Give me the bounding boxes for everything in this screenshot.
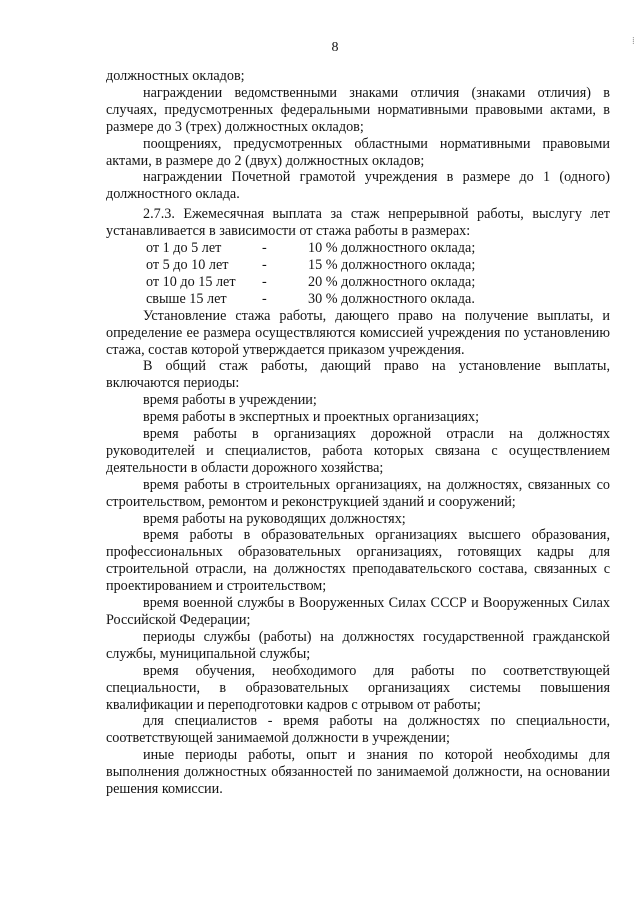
rate-value: 30 % должностного оклада. <box>308 290 475 307</box>
rate-value: 20 % должностного оклада; <box>308 273 476 290</box>
list-item-period: время работы в учреждении; <box>143 392 317 409</box>
paragraph-certificate-of-honor: награждении Почетной грамотой учреждения в размере до 1 (одного) должностного оклада. <box>106 169 610 203</box>
rate-row <box>146 240 610 257</box>
list-item-period: периоды службы (работы) на должностях государственной гражданской службы, муниципальной службы; <box>106 628 610 662</box>
list-item-period: время военной службы в Вооруженных Силах СССР и Вооруженных Силах Российской Федерации; <box>106 595 610 628</box>
list-item-period: время работы в организациях дорожной отрасли на должностях руководителей и специалистов, работа которых связана с осуществлением деятельности в области дорожного хозяйства; <box>106 426 610 476</box>
paragraph-departmental-awards: награждении ведомственными знаками отличия (знаками отличия) в случаях, предусмотренных федеральными нормативными правовыми актами, в размере до 3 (трех) должностных окладов; <box>106 84 610 135</box>
rate-row <box>146 274 610 291</box>
rate-dash: - <box>262 256 267 273</box>
list-item-period: для специалистов - время работы на должностях по специальности, соответствующей занимаемой должности в учреждении; <box>106 713 610 747</box>
list-item-period: время работы в экспертных и проектных организациях; <box>143 409 480 426</box>
paragraph-included-periods-intro: В общий стаж работы, дающий право на установление выплаты, включаются периоды: <box>106 358 610 392</box>
paragraph-seniority-commission: Установление стажа работы, дающего право на получение выплаты, и определение ее размера осуществляются комиссией учреждения по установлению стажа, состав которой утверждается приказом учреждения. <box>106 307 610 358</box>
paragraph-2-7-3: 2.7.3. Ежемесячная выплата за стаж непрерывной работы, выслугу лет устанавливается в зависимости от стажа работы в размерах: <box>106 206 610 240</box>
document-body <box>106 68 610 798</box>
page-number: 8 <box>331 40 339 55</box>
rate-value: 15 % должностного оклада; <box>308 256 476 273</box>
list-item-period: иные периоды работы, опыт и знания по которой необходимы для выполнения должностных обязанностей по занимаемой должности, на основании решения комиссии. <box>106 747 610 798</box>
rate-range: от 10 до 15 лет <box>146 273 236 290</box>
list-item-period: время работы на руководящих должностях; <box>143 510 406 527</box>
rate-range: свыше 15 лет <box>146 290 227 307</box>
list-item-period: время обучения, необходимого для работы по соответствующей специальности, в образовательных организациях системы повышения квалификации и переподготовки кадров с отрывом от работы; <box>106 662 610 713</box>
rate-dash: - <box>262 240 267 257</box>
rate-row <box>146 291 610 308</box>
rate-row <box>146 257 610 274</box>
seniority-rates-list <box>106 240 610 308</box>
paragraph-regional-incentives: поощрениях, предусмотренных областными нормативными правовыми актами, в размере до 2 (двух) должностных окладов; <box>106 135 610 169</box>
rate-range: от 1 до 5 лет <box>146 240 222 257</box>
list-item-period: время работы в строительных организациях, на должностях, связанных со строительством, ремонтом и реконструкцией зданий и сооружений; <box>106 476 610 510</box>
rate-dash: - <box>262 290 267 307</box>
list-item-period: время работы в образовательных организациях высшего образования, профессиональных образовательных организациях, готовящих кадры для строительной отрасли, на должностях преподавательского состава, связанных с проектированием и строительством; <box>106 527 610 595</box>
paragraph-continuation: должностных окладов; <box>106 68 245 84</box>
rate-range: от 5 до 10 лет <box>146 256 229 273</box>
rate-dash: - <box>262 273 267 290</box>
rate-value: 10 % должностного оклада; <box>308 240 476 257</box>
scan-edge-mark: ⁞ <box>632 36 635 47</box>
